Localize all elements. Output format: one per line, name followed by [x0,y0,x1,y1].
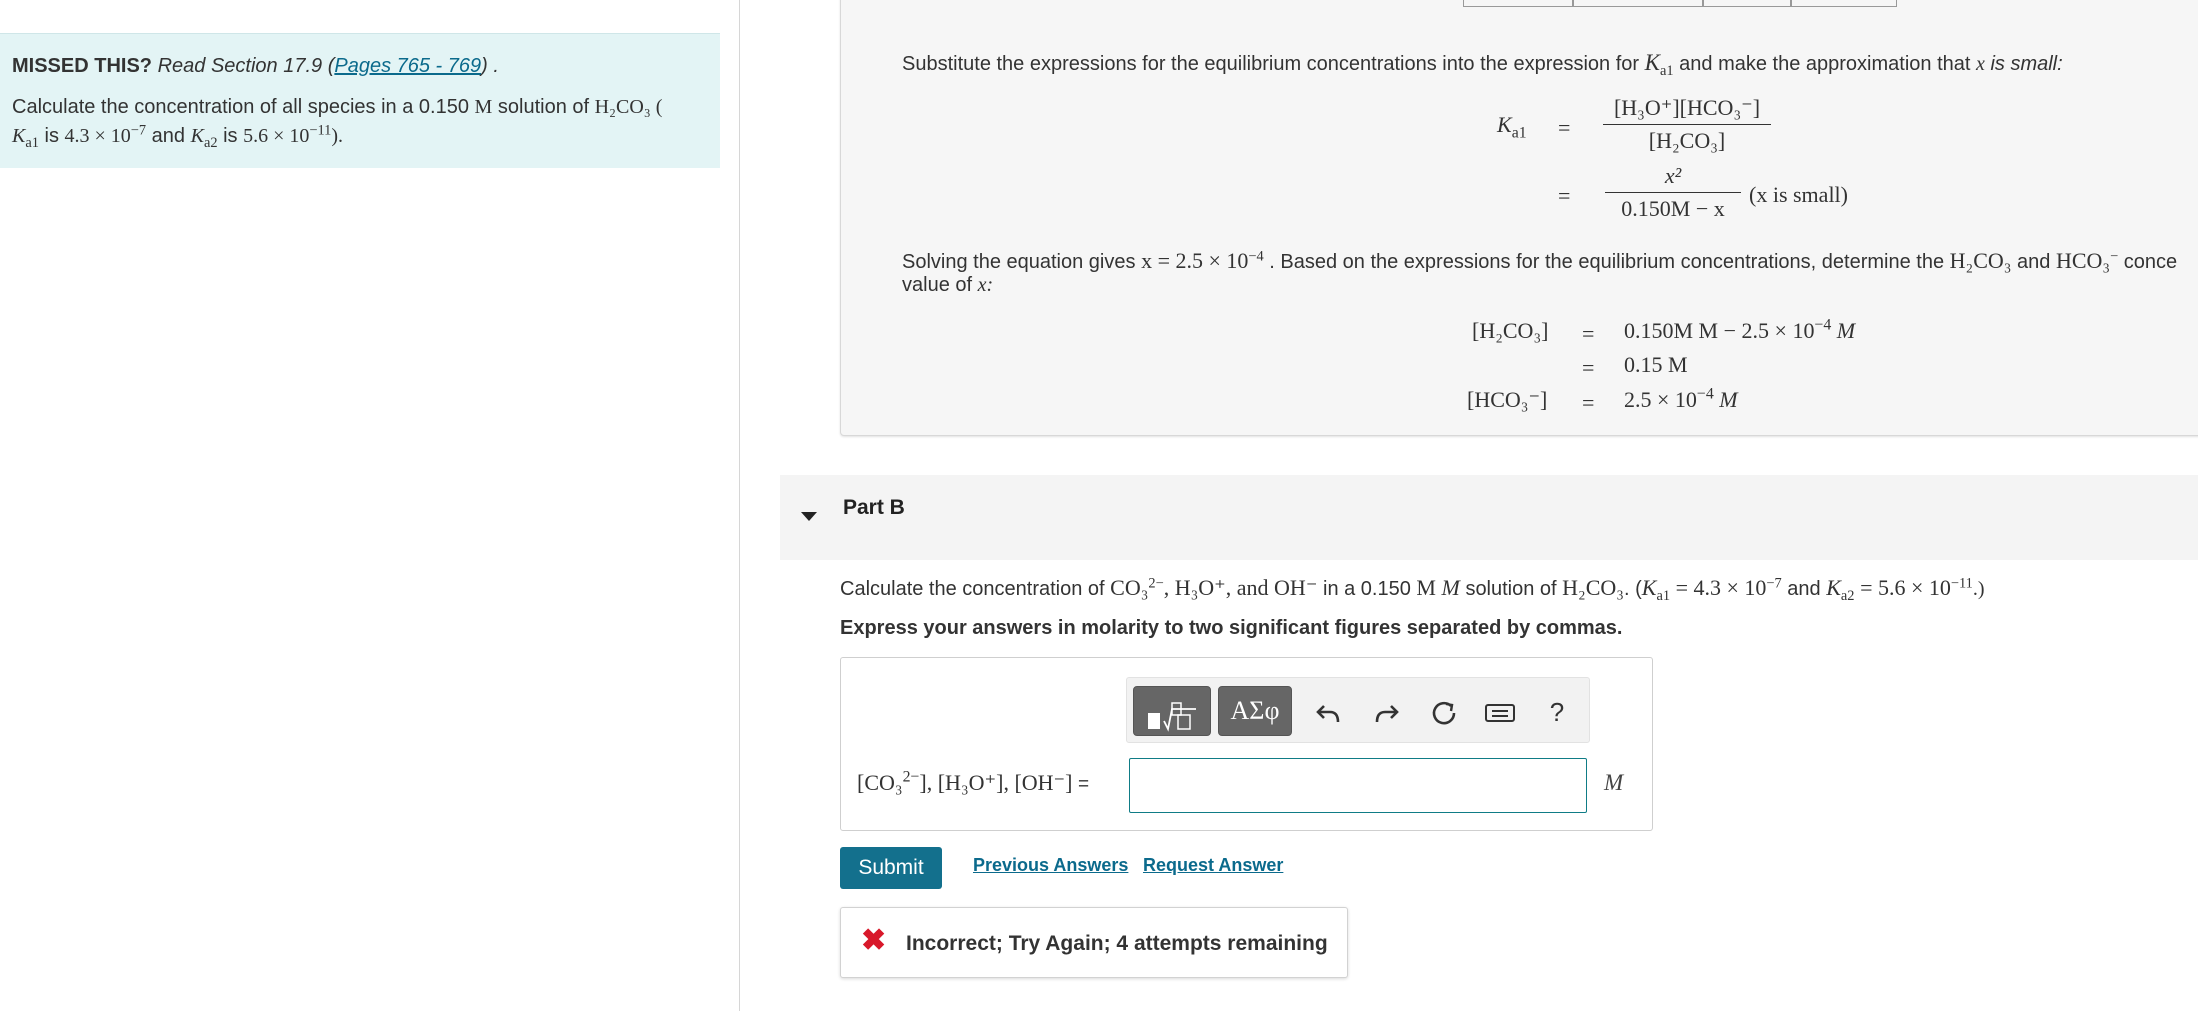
h2co3-concentration-label: [H₂CO₃] [1472,318,1549,343]
part-b-header[interactable] [780,475,2198,560]
undo-icon[interactable] [1309,688,1349,736]
equals-sign-5: = [1582,390,1595,415]
x-small-note: (x is small) [1749,182,1848,207]
templates-icon [1134,687,1212,737]
h2co3-concentration-expr: 0.150M $M - 2.5 \times 10^{-4}$ M [1624,316,1856,343]
missed-this-label: MISSED THIS? [12,55,153,77]
answer-instruction: Express your answers in molarity to two significant figures separated by commas. [840,617,1623,639]
equals-sign-4: = [1582,355,1595,380]
symbols-button[interactable]: ΑΣφ [1218,686,1292,736]
part-b-title: Part B [843,496,905,519]
value-of-x-text: value of x: [902,274,994,296]
hco3-concentration-label: [HCO₃⁻] [1467,387,1548,412]
pages-link[interactable]: Pages 765 - 769 [334,55,482,77]
reset-icon[interactable] [1424,688,1464,736]
part-b-question: Calculate the concentration of CO₃$^{2-}$, H₃O⁺, and OH⁻ in a 0.150 M M solution of H₂CO₃. ($K_{a1} = 4.3 \times 10^{-7}$ and $K_{a2} = 5.6 \times 10^{-11}$.) [840,575,1985,604]
ka1-symbol: $K_{a1}$ [1497,112,1527,142]
section-reference: Read Section 17.9 ( [157,55,335,77]
missed-this-box [0,33,720,168]
fraction-approximation: x² 0.150M − x [1605,163,1741,222]
answer-input[interactable] [1129,758,1587,813]
templates-button[interactable] [1133,686,1211,736]
substitute-instruction: Substitute the expressions for the equilibrium concentrations into the expression for $K_{a1}$ and make the approximation that x is small: [902,50,2063,79]
equals-sign-3: = [1582,321,1595,346]
answer-box [840,657,1653,831]
answer-label: [CO₃$^{2-}$], [H₃O⁺], [OH⁻] = [857,768,1090,795]
incorrect-x-icon: ✖ [861,924,887,957]
left-pane [0,0,720,1011]
hco3-concentration-value: $2.5 \times 10^{-4}$ M [1624,385,1738,412]
collapse-caret-icon[interactable] [801,512,817,521]
keyboard-icon[interactable] [1480,688,1520,736]
submit-button[interactable]: Submit [840,847,942,889]
h2co3-concentration-value: 0.15 M [1624,352,1688,377]
previous-answers-link[interactable]: Previous Answers [973,855,1129,875]
feedback-text: Incorrect; Try Again; 4 attempts remaining [906,932,1328,955]
feedback-box [840,907,1348,978]
solving-text: Solving the equation gives $x = 2.5 \times 10^{-4}$ . Based on the expressions for the equilibrium concentrations, determine the H₂CO₃ and HCO₃− conce [902,248,2178,273]
math-toolbar [1126,677,1590,743]
request-answer-link[interactable]: Request Answer [1143,855,1284,875]
help-icon[interactable]: ? [1549,697,1565,727]
question-text: Calculate the concentration of all species in a 0.150 M solution of H₂CO₃ ( $K_{a1}$ is $4.3 \times 10^{-7}$ and $K_{a2}$ is $5.6 \times 10^{-11}$). [12,96,663,151]
redo-icon[interactable] [1366,688,1406,736]
unit-label: M [1604,770,1624,795]
section-end: ) . [481,55,499,77]
ice-table-bottom [1463,0,1897,7]
pane-divider [739,0,740,1011]
equals-sign-2: = [1558,183,1571,208]
fraction-concentrations: [H₃O⁺][HCO₃⁻] [H₂CO₃] [1603,95,1771,154]
equals-sign-1: = [1558,115,1571,140]
missed-this-line [12,52,708,81]
